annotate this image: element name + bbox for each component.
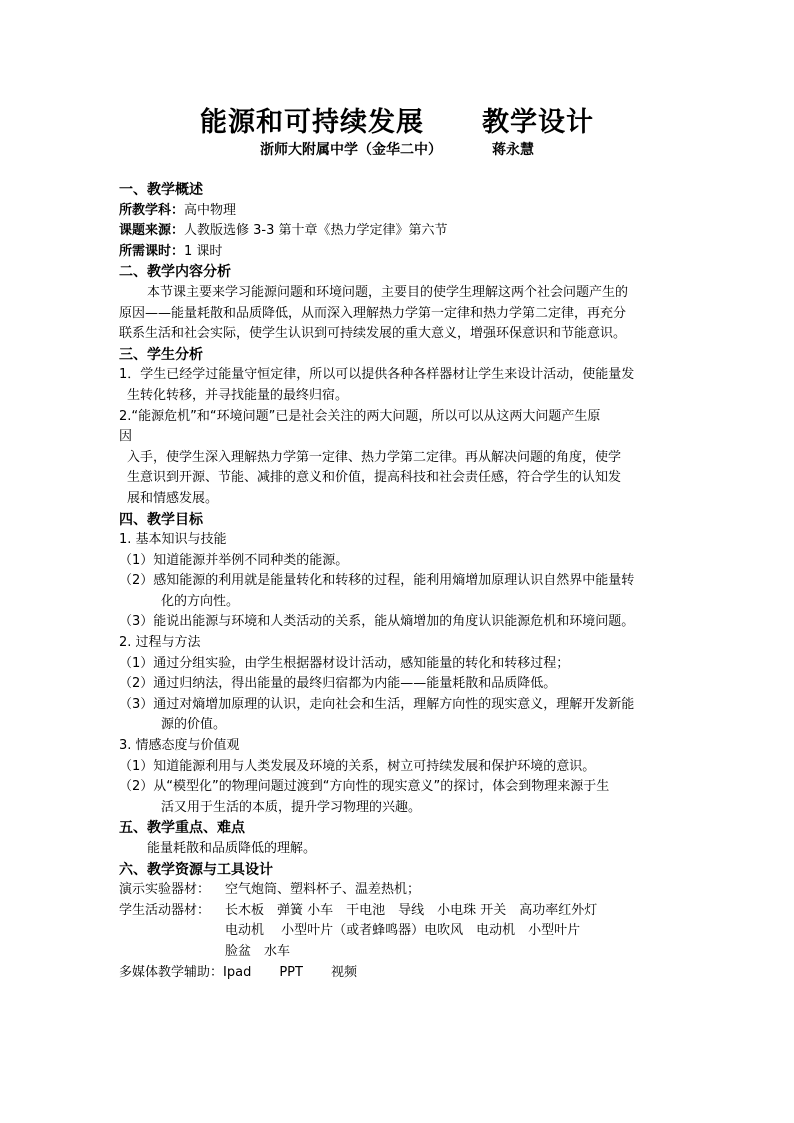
title-main: 能源和可持续发展 bbox=[200, 107, 424, 138]
media-line bbox=[119, 963, 679, 984]
source-value: 人教版选修 3-3 第十章《热力学定律》第六节 bbox=[184, 223, 448, 239]
hours-label: 所需课时： bbox=[119, 243, 185, 259]
subject-label: 所教学科： bbox=[119, 202, 185, 218]
list-item: （1）知道能源利用与人类发展及环境的关系，树立可持续发展和保护环境的意识。 bbox=[119, 758, 596, 774]
media-item: PPT bbox=[279, 964, 303, 980]
document-title bbox=[0, 100, 794, 139]
demo-value: 空气炮筒、塑料杯子、温差热机； bbox=[225, 882, 421, 898]
student-analysis-heading: 三、学生分析 bbox=[119, 346, 203, 363]
list-item: （1）知道能源并举例不同种类的能源。 bbox=[119, 552, 349, 568]
resources-heading: 六、教学资源与工具设计 bbox=[119, 861, 273, 878]
goals-heading: 四、教学目标 bbox=[119, 511, 203, 528]
subject-value: 高中物理 bbox=[184, 202, 237, 218]
paragraph-line: 生意识到开源、节能、减排的意义和价值，提高科技和社会责任感，符合学生的认知发 bbox=[127, 470, 622, 486]
list-item: （1）通过分组实验，由学生根据器材设计活动，感知能量的转化和转移过程； bbox=[119, 655, 570, 671]
source-line bbox=[119, 221, 679, 242]
content-analysis-heading: 二、教学内容分析 bbox=[119, 264, 231, 281]
document-subtitle bbox=[0, 139, 794, 159]
paragraph-line: 因 bbox=[119, 429, 133, 445]
list-item: 活又用于生活的本质，提升学习物理的兴趣。 bbox=[161, 799, 422, 815]
list-item: （3）能说出能源与环境和人类活动的关系，能从熵增加的角度认识能源危机和环境问题。 bbox=[119, 614, 635, 630]
source-label: 课题来源： bbox=[119, 223, 185, 239]
paragraph-line: 展和情感发展。 bbox=[127, 490, 219, 506]
list-item: （2）通过归纳法，得出能量的最终归宿都为内能——能量耗散和品质降低。 bbox=[119, 676, 557, 692]
hours-value: 1 课时 bbox=[184, 243, 223, 259]
goal-subheading: 2. 过程与方法 bbox=[119, 635, 201, 651]
list-item: （2）感知能源的利用就是能量转化和转移的过程，能利用熵增加原理认识自然界中能量转 bbox=[119, 573, 635, 589]
demo-line bbox=[119, 880, 679, 901]
title-sub: 教学设计 bbox=[482, 107, 594, 138]
media-item: 视频 bbox=[330, 964, 357, 980]
media-item: Ipad bbox=[223, 964, 252, 980]
document-body bbox=[119, 180, 679, 983]
key-points-heading: 五、教学重点、难点 bbox=[119, 820, 245, 837]
student-equipment-line: 脸盆 水车 bbox=[225, 943, 291, 959]
media-label: 多媒体教学辅助： bbox=[119, 964, 224, 980]
paragraph-line: 1．学生已经学过能量守恒定律，所以可以提供各种各样器材让学生来设计活动，使能量发 bbox=[119, 367, 635, 383]
student-label: 学生活动器材： bbox=[119, 902, 211, 918]
subject-line bbox=[119, 201, 679, 222]
paragraph-line: 联系生活和社会实际，使学生认识到可持续发展的重大意义，增强环保意识和节能意识。 bbox=[119, 326, 627, 342]
paragraph-line: 生转化转移，并寻找能量的最终归宿。 bbox=[127, 387, 349, 403]
list-item: （2）从“模型化”的物理问题过渡到“方向性的现实意义”的探讨，体会到物理来源于生 bbox=[119, 779, 610, 795]
demo-label: 演示实验器材： bbox=[119, 882, 211, 898]
key-points-text: 能量耗散和品质降低的理解。 bbox=[147, 841, 317, 856]
paragraph-line: 2.“能源危机”和“环境问题”已是社会关注的两大问题，所以可以从这两大问题产生原 bbox=[119, 408, 601, 424]
paragraph-line: 原因——能量耗散和品质降低，从而深入理解热力学第一定律和热力学第二定律，再充分 bbox=[119, 305, 627, 321]
student-equipment-line: 电动机 小型叶片（或者蜂鸣器）电吹风 电动机 小型叶片 bbox=[225, 923, 581, 939]
goal-subheading: 1. 基本知识与技能 bbox=[119, 532, 227, 548]
goal-subheading: 3. 情感态度与价值观 bbox=[119, 738, 240, 754]
list-item: 化的方向性。 bbox=[161, 593, 240, 609]
student-value: 长木板 弹簧 小车 干电池 导线 小电珠 开关 高功率红外灯 bbox=[225, 902, 598, 918]
list-item: （3）通过对熵增加原理的认识，走向社会和生活，理解方向性的现实意义，理解开发新能 bbox=[119, 696, 635, 712]
author-name: 蒋永慧 bbox=[492, 142, 534, 158]
overview-heading: 一、教学概述 bbox=[119, 182, 203, 198]
hours-line bbox=[119, 242, 679, 263]
school-name: 浙师大附属中学（金华二中） bbox=[260, 142, 442, 158]
list-item: 源的价值。 bbox=[161, 717, 227, 733]
paragraph-line: 本节课主要来学习能源问题和环境问题，主要目的使学生理解这两个社会问题产生的 bbox=[147, 284, 629, 300]
paragraph-line: 入手，使学生深入理解热力学第一定律、热力学第二定律。再从解决问题的角度，使学 bbox=[127, 449, 622, 465]
student-equipment-line bbox=[119, 901, 679, 922]
